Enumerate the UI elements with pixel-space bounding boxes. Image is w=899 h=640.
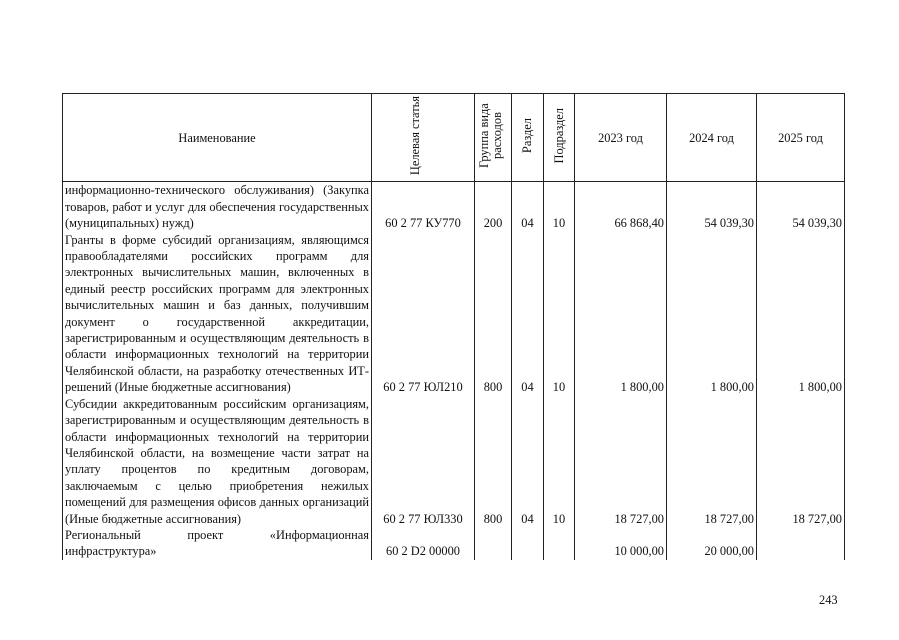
row-name: информационно-технического обслуживания) (Закупка товаров, работ и услуг для обеспечения государственных (муниципальных) нужд) [63,182,372,232]
row-code: 60 2 77 ЮЛ210 [372,232,475,396]
col-header-2023: 2023 год [575,94,667,182]
row-group [475,527,512,560]
row-subsection: 10 [544,232,575,396]
row-2025: 54 039,30 [757,182,845,232]
row-section: 04 [512,232,544,396]
budget-table [62,93,845,560]
col-header-2024: 2024 год [667,94,757,182]
row-code: 60 2 77 КУ770 [372,182,475,232]
row-section [512,527,544,560]
row-group: 800 [475,232,512,396]
row-2023: 10 000,00 [575,527,667,560]
row-section: 04 [512,396,544,527]
row-2024: 54 039,30 [667,182,757,232]
row-name: Субсидии аккредитованным российским организациям, зарегистрированным и осуществляющим деятельность в области информационных технологий на территории Челябинской области, на возмещение части затрат на уплату процентов по кредитным договорам, заключаемым с целью приобретения нежилых помещений для размещения офисов данных организаций (Иные бюджетные ассигнования) [63,396,372,527]
row-code: 60 2 77 ЮЛ330 [372,396,475,527]
col-header-target: Целевая статья [372,94,475,182]
table-header-row [63,94,845,182]
table-row [63,232,845,396]
row-code: 60 2 D2 00000 [372,527,475,560]
row-2025: 1 800,00 [757,232,845,396]
row-subsection: 10 [544,182,575,232]
col-header-name: Наименование [63,94,372,182]
col-header-subsection: Подраздел [544,94,575,182]
row-2023: 66 868,40 [575,182,667,232]
row-2024: 1 800,00 [667,232,757,396]
col-header-group: Группа вида расходов [475,94,512,182]
col-header-2025: 2025 год [757,94,845,182]
row-2024: 20 000,00 [667,527,757,560]
col-header-section: Раздел [512,94,544,182]
table-row [63,527,845,560]
row-subsection: 10 [544,396,575,527]
row-name: Гранты в форме субсидий организациям, являющимся правообладателями российских программ для электронных вычислительных машин, включенных в единый реестр российских программ для электронных вычислительных машин и баз данных, получившим документ о государственной аккредитации, зарегистрированным и осуществляющим деятельность в области информационных технологий на территории Челябинской области, на разработку отечественных ИТ-решений (Иные бюджетные ассигнования) [63,232,372,396]
row-group: 200 [475,182,512,232]
table-row [63,396,845,527]
row-section: 04 [512,182,544,232]
row-2025 [757,527,845,560]
table-row [63,182,845,232]
row-subsection [544,527,575,560]
row-2023: 1 800,00 [575,232,667,396]
row-group: 800 [475,396,512,527]
row-2023: 18 727,00 [575,396,667,527]
row-2024: 18 727,00 [667,396,757,527]
page-number: 243 [819,593,838,607]
row-name: Региональный проект «Информационная инфраструктура» [63,527,372,560]
row-2025: 18 727,00 [757,396,845,527]
